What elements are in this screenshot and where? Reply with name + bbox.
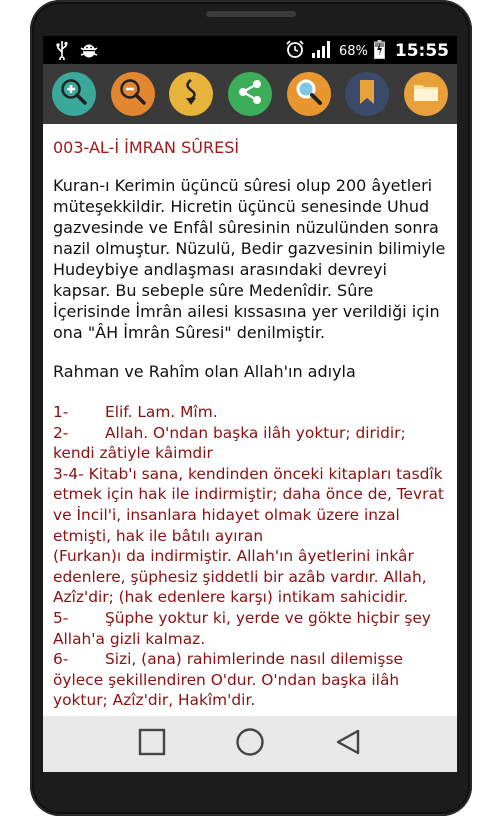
recent-apps-button[interactable] [138, 728, 166, 760]
usb-icon [55, 40, 69, 64]
screen [43, 36, 457, 772]
surah-title: 003-AL-İ İMRAN SÛRESİ [53, 138, 240, 157]
zoom-in-icon [59, 77, 89, 111]
phone-speaker [206, 11, 296, 17]
zoom-in-button[interactable] [52, 72, 96, 116]
back-button[interactable] [334, 728, 362, 760]
verse-number: 2- [53, 423, 69, 442]
toolbar [43, 64, 457, 124]
surah-introduction: Kuran-ı Kerimin üçüncü sûresi olup 200 âyetleri müteşekkildir. Hicretin üçüncü senesinde Uhud gazvesinde ve Enfâl sûresinin nüzulünden sonra nazil olmuştur. Nüzulü, Bedir gazvesinin bilimiyle Hudeybiye andlaşması arasındaki devreyi kapsar. Bu sebeple sûre Medenîdir. Sûre İçerisinde İmrân ailesi kıssasına yer verildiği için ona "ÂH İmrân Sûresi" denilmiştir. [53, 176, 446, 342]
zoom-out-button[interactable] [111, 72, 155, 116]
verse-text: Şüphe yoktur ki, yerde ve gökte hiçbir şey Allah'a gizli kalmaz. [53, 608, 431, 648]
bookmark-icon [352, 77, 382, 111]
bookmark-button[interactable] [345, 72, 389, 116]
verse-number: 6- [53, 650, 69, 669]
basmala: Rahman ve Rahîm olan Allah'ın adıyla [53, 362, 356, 381]
zoom-out-icon [118, 77, 148, 111]
signal-icon [311, 40, 333, 62]
battery-charging-icon [374, 40, 385, 63]
folder-icon [411, 77, 441, 111]
verse-item [53, 649, 447, 711]
verse-item [53, 402, 447, 423]
search-button[interactable] [287, 72, 331, 116]
verse-list [53, 402, 447, 711]
folder-button[interactable] [404, 72, 448, 116]
alarm-icon [285, 39, 305, 63]
search-icon [294, 77, 324, 111]
verse-text: Kitab'ı sana, kendinden önceki kitapları tasdîk etmek için hak ile indirmiştir; daha önce de, Tevrat ve İncil'i, insanlara hidayet olmak üzere inzal etmişti, hak ile bâtılı ayıran [53, 464, 444, 545]
verse-text: Elif. Lam. Mîm. [105, 403, 218, 421]
battery-percent: 68% [338, 43, 368, 59]
verse-text: Allah. O'ndan başka ilâh yoktur; diridir; kendi zâtiyle kâimdir [53, 423, 406, 463]
share-button[interactable] [228, 72, 272, 116]
verse-number: 3-4- [53, 464, 84, 483]
share-icon [235, 77, 265, 111]
navigation-bar [43, 716, 457, 772]
verse-item [53, 423, 447, 464]
status-bar [43, 36, 457, 64]
auto-scroll-button[interactable] [169, 72, 213, 116]
scroll-down-icon [176, 77, 206, 111]
verse-number: 5- [53, 608, 69, 627]
home-button[interactable] [235, 727, 265, 761]
verse-item [53, 464, 447, 546]
android-debug-icon [79, 40, 99, 64]
verse-item [53, 608, 447, 649]
verse-text: Sizi, (ana) rahimlerinde nasıl dilemişse öylece şekillendiren O'dur. O'ndan başka ilâh yoktur; Azîz'dir, Hakîm'dir. [53, 650, 403, 710]
verse-continuation: (Furkan)ı da indirmiştir. Allah'ın âyetlerini inkâr edenlere, şüphesiz şiddetli bir azâb vardır. Allah, Azîz'dir; (hak edenlere karşı) intikam sahicidir. [53, 547, 427, 607]
clock: 15:55 [394, 41, 449, 61]
verse-number: 1- [53, 403, 69, 421]
reading-area[interactable] [43, 124, 457, 716]
